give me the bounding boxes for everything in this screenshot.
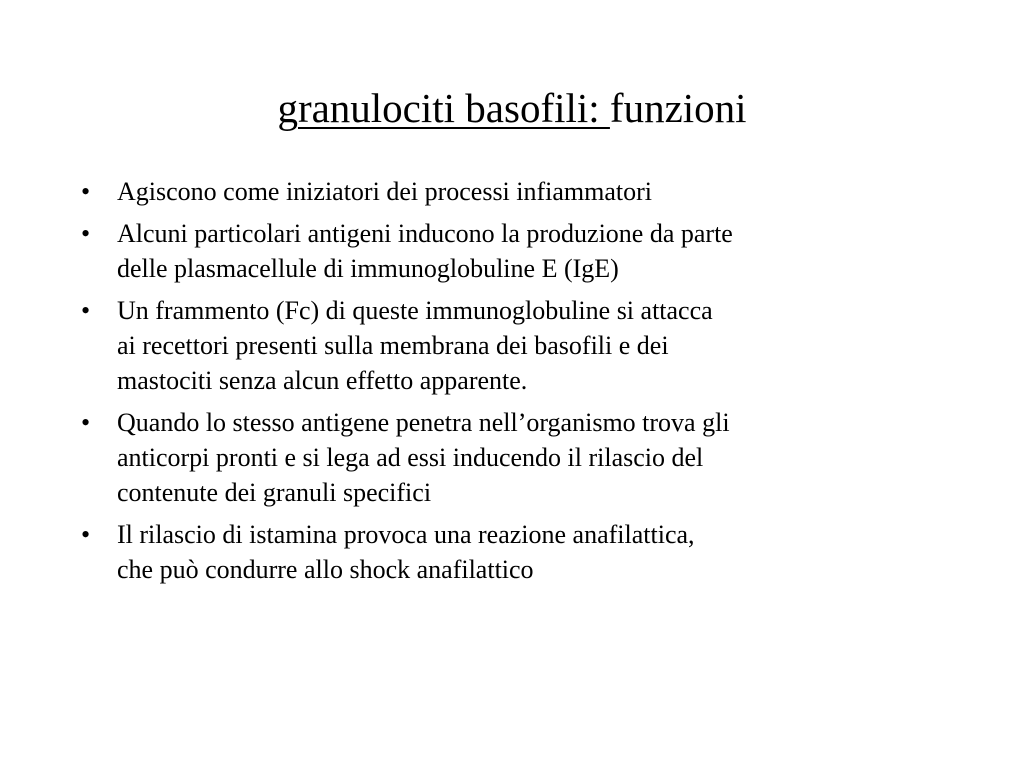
bullet-item — [81, 293, 937, 398]
bullet-text-line: anticorpi pronti e si lega ad essi inducendo il rilascio del — [117, 443, 704, 472]
bullet-marker: • — [81, 296, 91, 325]
bullet-text-line: Il rilascio di istamina provoca una reazione anafilattica, — [117, 520, 695, 549]
bullet-text-line: ai recettori presenti sulla membrana dei basofili e dei — [117, 331, 669, 360]
bullet-text-line: delle plasmacellule di immunoglobuline E (IgE) — [117, 254, 619, 283]
bullet-list — [0, 174, 1024, 594]
slide-title-underlined: granulociti basofili: — [277, 85, 610, 131]
bullet-item — [81, 517, 937, 587]
bullet-marker: • — [81, 408, 91, 437]
bullet-text-line: Un frammento (Fc) di queste immunoglobuline si attacca — [117, 296, 713, 325]
bullet-text-line: Quando lo stesso antigene penetra nell’organismo trova gli — [117, 408, 730, 437]
bullet-item — [81, 216, 937, 286]
bullet-marker: • — [81, 520, 91, 549]
slide-title — [0, 84, 1024, 132]
bullet-text-line: contenute dei granuli specifici — [117, 478, 432, 507]
slide-title-rest: funzioni — [609, 85, 747, 131]
bullet-item — [81, 405, 937, 510]
bullet-marker: • — [81, 219, 91, 248]
bullet-marker: • — [81, 177, 91, 206]
bullet-item — [81, 174, 937, 209]
bullet-text-line: Agiscono come iniziatori dei processi infiammatori — [117, 177, 653, 206]
bullet-text-line: mastociti senza alcun effetto apparente. — [117, 366, 528, 395]
bullet-text-line: che può condurre allo shock anafilattico — [117, 555, 534, 584]
bullet-text-line: Alcuni particolari antigeni inducono la produzione da parte — [117, 219, 733, 248]
